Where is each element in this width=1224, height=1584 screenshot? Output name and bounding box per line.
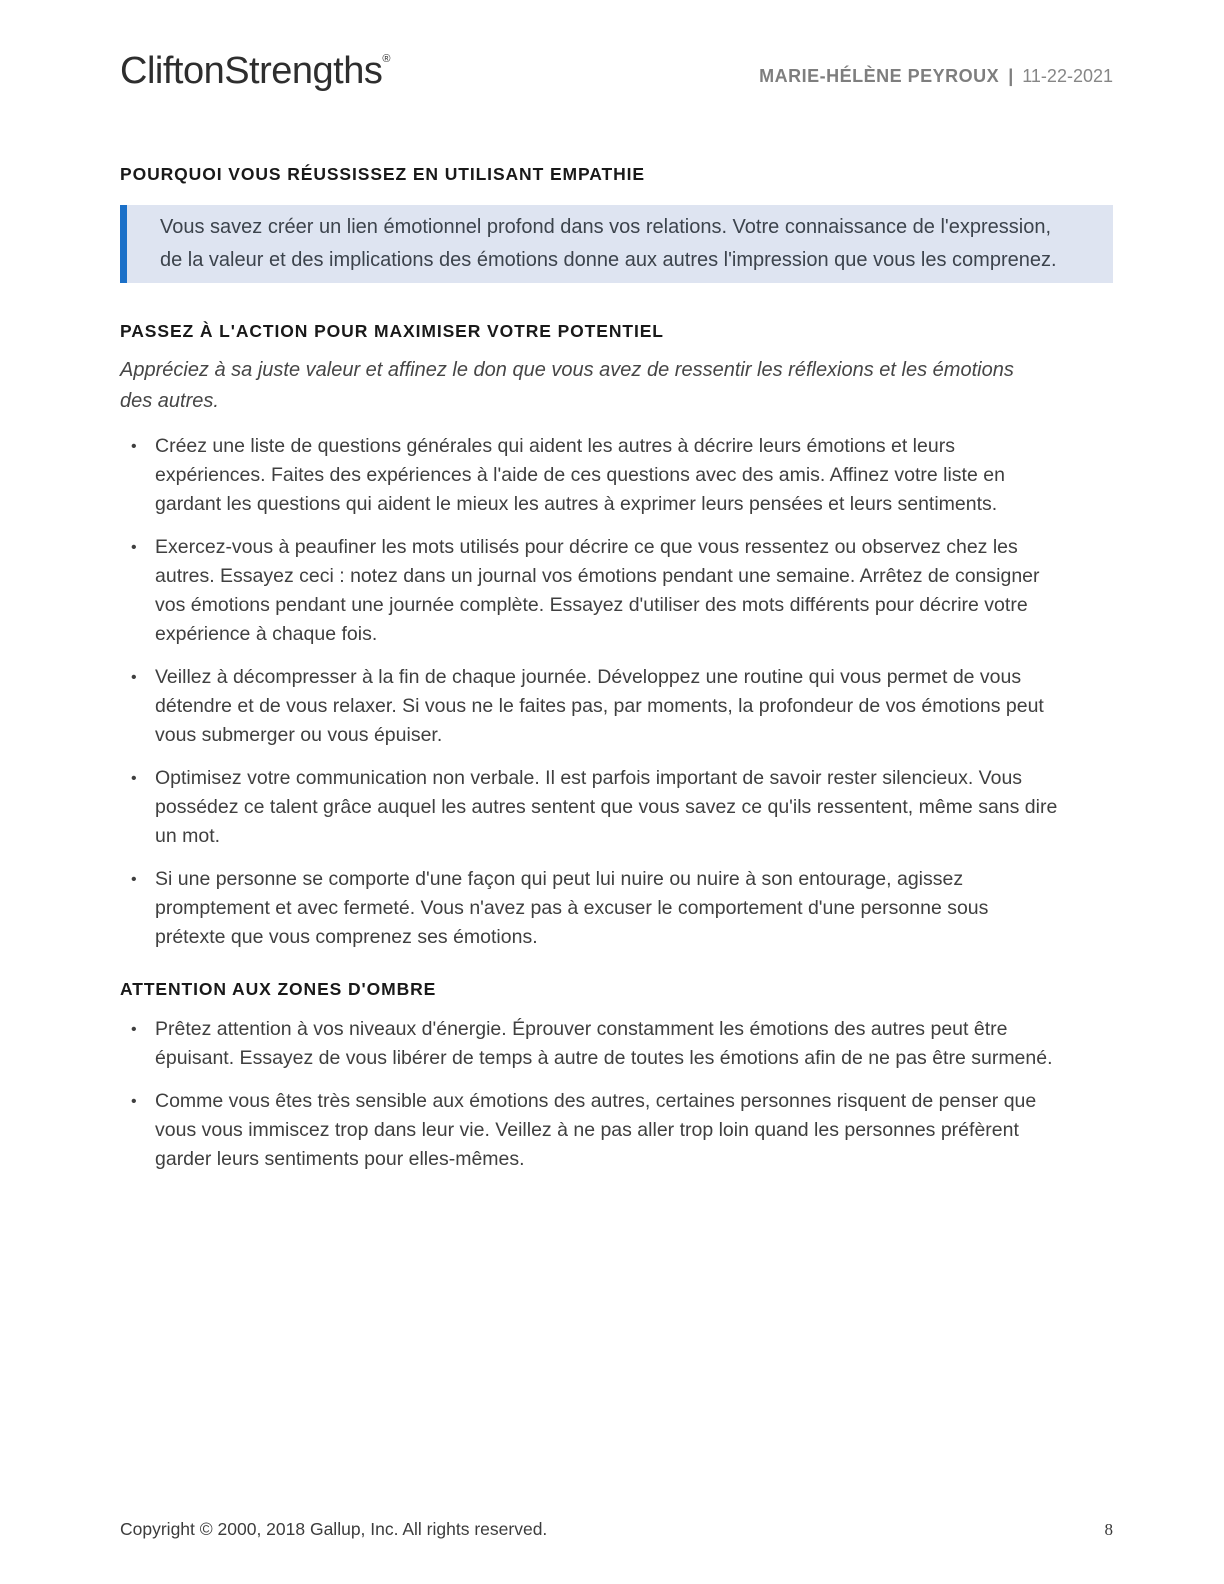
page-header <box>120 52 1113 90</box>
person-name: MARIE-HÉLÈNE PEYROUX <box>759 66 1000 86</box>
bullet-text: Prêtez attention à vos niveaux d'énergie. Éprouver constamment les émotions des autres peut être épuisant. Essayez de vous libérer de temps à autre de toutes les émotions afin de ne pas être surmené. <box>155 1018 1053 1069</box>
cliftonstrengths-logo <box>120 52 390 90</box>
header-person-info <box>759 66 1113 87</box>
blind-spots-list <box>120 1015 1113 1174</box>
take-action-intro: Appréciez à sa juste valeur et affinez le don que vous avez de ressentir les réflexions et les émotions des autres. <box>120 359 1014 412</box>
list-item <box>120 1015 1113 1073</box>
section-heading-blind-spots: ATTENTION AUX ZONES D'OMBRE <box>120 979 437 999</box>
take-action-list <box>120 432 1113 952</box>
bullet-icon: • <box>131 1093 137 1110</box>
bullet-text: Si une personne se comporte d'une façon qui peut lui nuire ou nuire à son entourage, agissez promptement et avec fermeté. Vous n'avez pas à excuser le comportement d'une personne sous prétexte que vous comprenez ses émotions. <box>155 868 989 948</box>
report-date: 11-22-2021 <box>1022 66 1113 86</box>
list-item <box>120 663 1113 750</box>
bullet-text: Veillez à décompresser à la fin de chaque journée. Développez une routine qui vous permet de vous détendre et de vous relaxer. Si vous ne le faites pas, par moments, la profondeur de vos émotions peut vous submerger ou vous épuiser. <box>155 666 1044 746</box>
bullet-icon: • <box>131 871 137 888</box>
bullet-icon: • <box>131 669 137 686</box>
registered-trademark-icon: ® <box>382 53 390 65</box>
bullet-text: Exercez-vous à peaufiner les mots utilisés pour décrire ce que vous ressentez ou observez chez les autres. Essayez ceci : notez dans un journal vos émotions pendant une semaine. Arrêtez de consigner vos émotions pendant une journée complète. Essayez d'utiliser des mots différents pour décrire votre expérience à chaque fois. <box>155 536 1040 645</box>
bullet-icon: • <box>131 438 137 455</box>
copyright-notice: Copyright © 2000, 2018 Gallup, Inc. All rights reserved. <box>120 1519 548 1539</box>
bullet-icon: • <box>131 1021 137 1038</box>
page-footer <box>120 1519 1113 1540</box>
list-item <box>120 432 1113 519</box>
list-item <box>120 533 1113 649</box>
bullet-icon: • <box>131 539 137 556</box>
bullet-icon: • <box>131 770 137 787</box>
bullet-text: Optimisez votre communication non verbale. Il est parfois important de savoir rester silencieux. Vous possédez ce talent grâce auquel les autres sentent que vous savez ce qu'ils ressentent, même sans dire un mot. <box>155 767 1058 847</box>
list-item <box>120 865 1113 952</box>
insight-quote-box: Vous savez créer un lien émotionnel profond dans vos relations. Votre connaissance de l'expression, de la valeur et des implications des émotions donne aux autres l'impression que vous les comprenez. <box>120 205 1113 283</box>
list-item <box>120 1087 1113 1174</box>
section-heading-why-you-succeed: POURQUOI VOUS RÉUSSISSEZ EN UTILISANT EMPATHIE <box>120 164 645 184</box>
page-number: 8 <box>1104 1520 1113 1539</box>
bullet-text: Créez une liste de questions générales qui aident les autres à décrire leurs émotions et leurs expériences. Faites des expériences à l'aide de ces questions avec des amis. Affinez votre liste en gardant les questions qui aident le mieux les autres à exprimer leurs pensées et leurs sentiments. <box>155 435 1005 515</box>
header-separator: | <box>1008 66 1014 86</box>
logo-text: CliftonStrengths <box>120 50 383 92</box>
bullet-text: Comme vous êtes très sensible aux émotions des autres, certaines personnes risquent de penser que vous vous immiscez trop dans leur vie. Veillez à ne pas aller trop loin quand les personnes préfèrent garder leurs sentiments pour elles-mêmes. <box>155 1090 1037 1170</box>
list-item <box>120 764 1113 851</box>
section-heading-take-action: PASSEZ À L'ACTION POUR MAXIMISER VOTRE POTENTIEL <box>120 321 664 341</box>
